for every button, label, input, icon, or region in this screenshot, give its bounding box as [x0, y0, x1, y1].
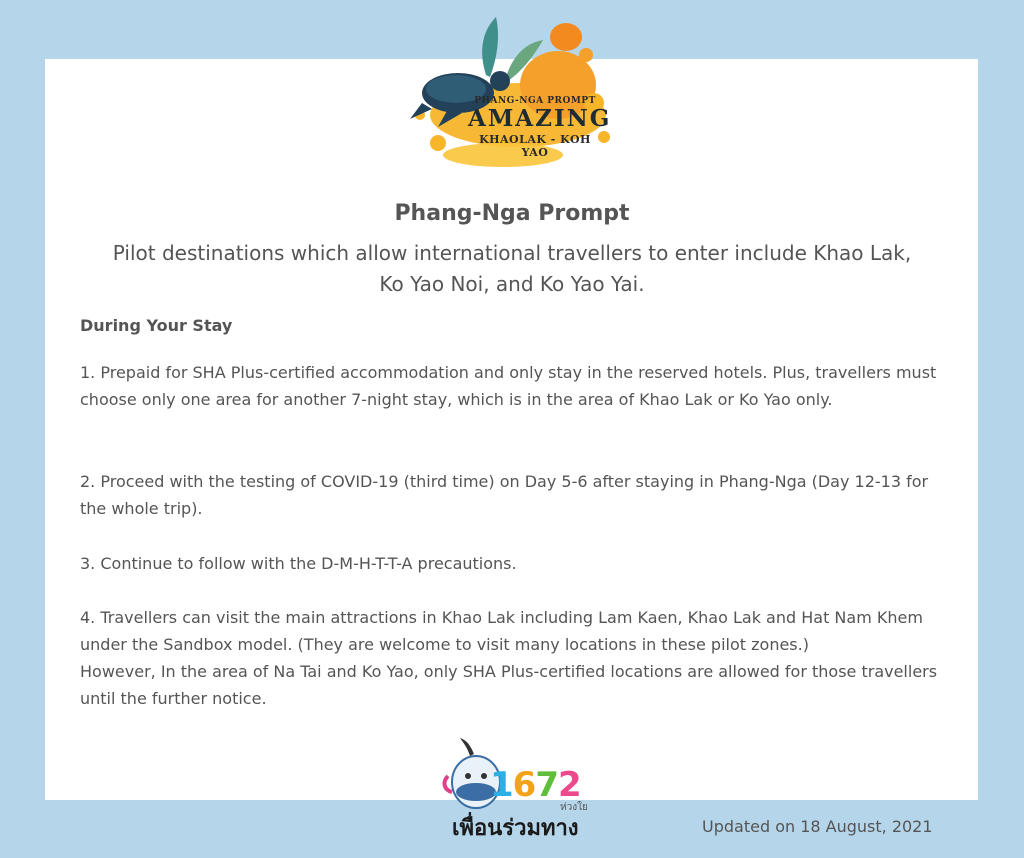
item-4 [80, 604, 955, 712]
subtitle-line-2: Ko Yao Noi, and Ko Yao Yai. [379, 272, 645, 296]
item-1: 1. Prepaid for SHA Plus-certified accommodation and only stay in the reserved hotels. Plus, travellers must choose only one area for another 7-night stay, which is in the area of Khao Lak or Ko Yao only. [80, 363, 937, 409]
logo-line-prompt: PHANG-NGA PROMPT [474, 96, 596, 106]
item-2: 2. Proceed with the testing of COVID-19 (third time) on Day 5-6 after staying in Phang-Nga (Day 12-13 for the whole trip). [80, 472, 929, 518]
updated-date: Updated on 18 August, 2021 [702, 817, 933, 836]
digit-7: 7 [535, 765, 559, 805]
digit-6: 6 [512, 765, 536, 805]
item-4-note: However, In the area of Na Tai and Ko Yao, only SHA Plus-certified locations are allowed for those travellers until the further notice. [80, 662, 938, 708]
brand-small-text: ห่วงใย [560, 802, 588, 813]
brand-digits [490, 765, 581, 805]
page-title: Phang-Nga Prompt [394, 201, 630, 226]
amazing-logo [408, 15, 618, 185]
subtitle-line-1: Pilot destinations which allow international travellers to enter include Khao Lak, [112, 241, 912, 265]
digit-1: 1 [490, 765, 513, 805]
page-subtitle [80, 238, 944, 300]
item-3: 3. Continue to follow with the D-M-H-T-T-A precautions. [80, 554, 517, 573]
item-4-text: 4. Travellers can visit the main attractions in Khao Lak including Lam Kaen, Khao Lak and Hat Nam Khem under the Sandbox model. (They are welcome to visit many locations in these pilot zones.) [80, 608, 923, 654]
logo-line-location: KHAOLAK - KOH YAO [479, 133, 591, 159]
digit-2: 2 [558, 765, 581, 805]
logo-line-amazing: AMAZING [468, 105, 612, 132]
brand-big-text: เพื่อนร่วมทาง [452, 816, 579, 841]
section-heading: During Your Stay [80, 316, 233, 335]
brand-1672-logo [440, 736, 600, 846]
